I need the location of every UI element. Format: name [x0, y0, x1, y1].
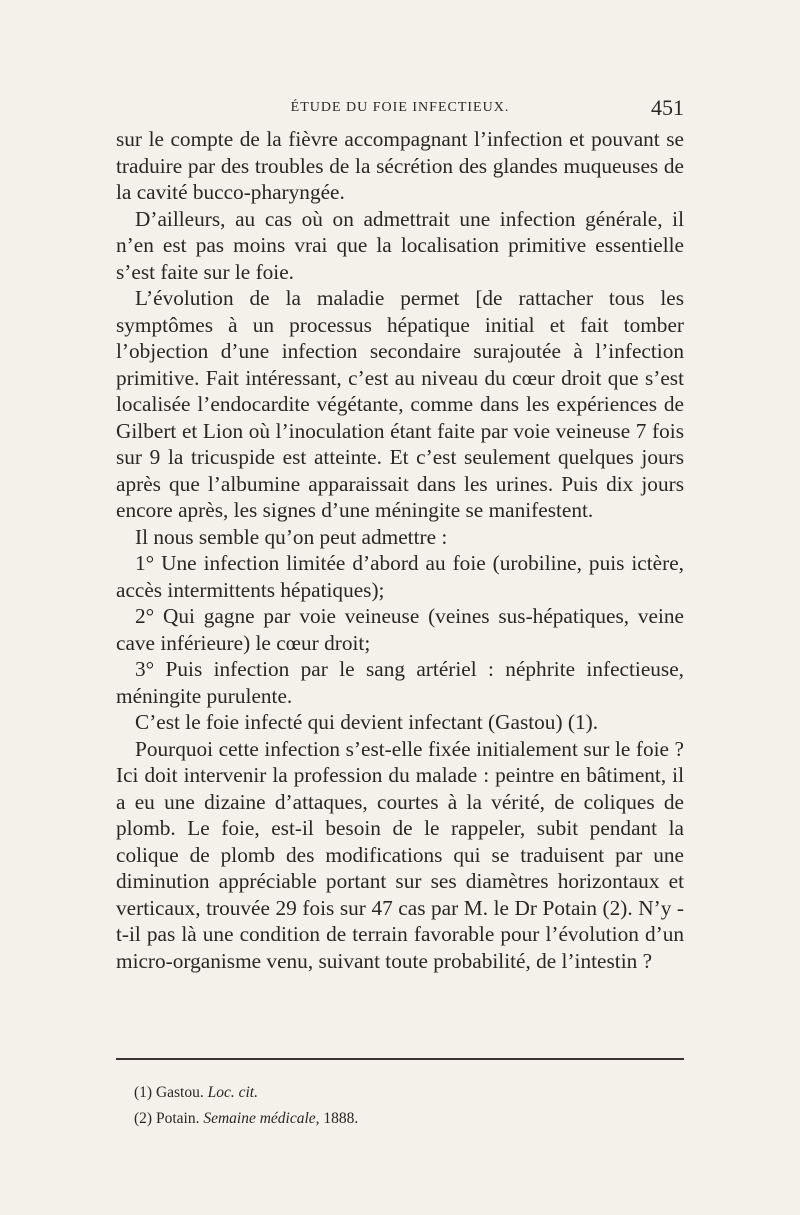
footnote-rule — [116, 1058, 684, 1060]
paragraph: Pourquoi cette infection s’est-elle fixée initialement sur le foie ? Ici doit intervenir la profession du malade : peintre en bâtiment, il a eu une dizaine d’attaques, courtes à la vérité, de coliques de plomb. Le foie, est-il besoin de le rappeler, subit pendant la colique de plomb des modifications qui se traduisent par une diminution appréciable portant sur ses diamètres horizontaux et verticaux, trouvée 29 fois sur 47 cas par M. le Dr Potain (2). N’y -t-il pas là une condition de terrain favorable pour l’évolution d’un micro-organisme venu, suivant toute probabilité, de l’intestin ? — [116, 736, 684, 973]
running-title: ÉTUDE DU FOIE INFECTIEUX. — [290, 100, 510, 115]
footnote-author: Gastou. — [155, 1084, 204, 1101]
footnote — [134, 1106, 684, 1132]
footnote-marker: (2) — [134, 1110, 153, 1127]
list-item: 1° Une infection limitée d’abord au foie (urobiline, puis ictère, accès intermittents hépatiques); — [116, 551, 684, 602]
list-item: 2° Qui gagne par voie veineuse (veines sus-hépatiques, veine cave inférieure) le cœur droit; — [116, 604, 684, 655]
running-header — [116, 95, 684, 124]
footnote — [134, 1080, 684, 1106]
paragraph: Il nous semble qu’on peut admettre : — [135, 524, 448, 549]
page-number: 451 — [651, 95, 684, 120]
footnote-work: Loc. cit. — [207, 1084, 258, 1101]
footnote-work: Semaine médicale, — [203, 1110, 320, 1127]
paragraph: sur le compte de la fièvre accompagnant l’infection et pouvant se traduire par des troubles de la sécrétion des glandes muqueuses de la cavité bucco-pharyngée. — [116, 127, 684, 204]
footnote-marker: (1) — [134, 1084, 153, 1101]
footnote-extra: 1888. — [323, 1110, 359, 1127]
paragraph: C’est le foie infecté qui devient infectant (Gastou) (1). — [135, 710, 599, 734]
footnotes — [134, 1080, 684, 1132]
body-text — [116, 126, 684, 974]
footnote-author: Potain. — [155, 1110, 200, 1127]
list-item: 3° Puis infection par le sang artériel : néphrite infectieuse, méningite purulente. — [116, 657, 684, 708]
paragraph: L’évolution de la maladie permet [de rattacher tous les symptômes à un processus hépatique initial et fait tomber l’objection d’une infection secondaire surajoutée à l’infection primitive. Fait intéressant, c’est au niveau du cœur droit que s’est localisée l’endocardite végétante, comme dans les expériences de Gilbert et Lion où l’inoculation étant faite par voie veineuse 7 fois sur 9 la tricuspide est atteinte. Et c’est seulement quelques jours après que l’albumine apparaissait dans les urines. Puis dix jours encore après, les signes d’une méningite se manifestent. — [116, 286, 684, 522]
paragraph: D’ailleurs, au cas où on admettrait une infection générale, il n’en est pas moins vrai que la localisation primitive essentielle s’est faite sur le foie. — [116, 206, 684, 284]
